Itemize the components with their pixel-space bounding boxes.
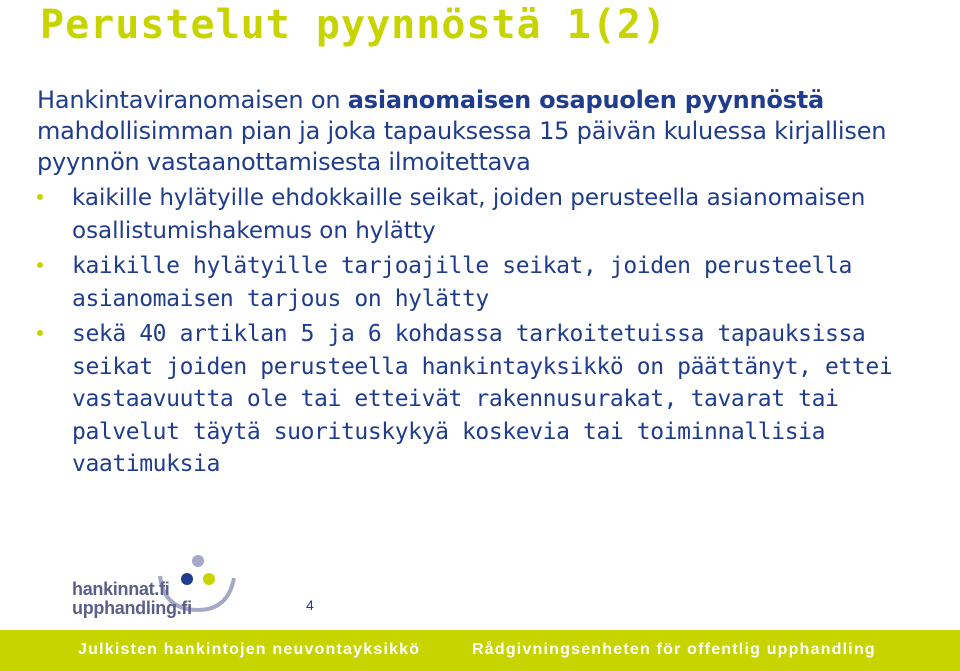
intro-bold-text: asianomaisen osapuolen pyynnöstä: [347, 86, 825, 114]
intro-paragraph: [37, 85, 937, 178]
slide-title: Perustelut pyynnöstä 1(2): [40, 2, 668, 48]
logo-dot-top-icon: [192, 555, 204, 567]
logo-text: [72, 580, 192, 618]
bullet-list: [37, 182, 937, 481]
bullet-item: kaikille hylätyille ehdokkaille seikat, joiden perusteella asianomaisen osallistumishakemus on hylätty: [37, 182, 937, 247]
logo-line-sv: upphandling.fi: [72, 598, 192, 618]
footer-bar: [0, 630, 960, 671]
footer-text-fi: Julkisten hankintojen neuvontayksikkö: [78, 641, 421, 658]
bullet-item: sekä 40 artiklan 5 ja 6 kohdassa tarkoitetuissa tapauksissa seikat joiden perusteella hankintayksikkö on päättänyt, ettei vastaavuutta ole tai etteivät rakennusurakat, tavarat tai palvelut täytä suorituskykyä koskevia tai toiminnallisia vaatimuksia: [37, 318, 937, 481]
logo-dot-right-icon: [203, 573, 215, 585]
intro-text-end: mahdollisimman pian ja joka tapauksessa 15 päivän kuluessa kirjallisen pyynnön vastaanottamisesta ilmoitettava: [37, 117, 887, 176]
footer-text-sv: Rådgivningsenheten för offentlig upphandling: [472, 641, 876, 658]
slide-body: [37, 85, 937, 484]
logo-line-fi: hankinnat.fi: [72, 579, 170, 599]
bullet-item: kaikille hylätyille tarjoajille seikat, joiden perusteella asianomaisen tarjous on hylätty: [37, 250, 937, 315]
page-number: 4: [306, 597, 314, 613]
intro-text-start: Hankintaviranomaisen on: [37, 86, 348, 114]
